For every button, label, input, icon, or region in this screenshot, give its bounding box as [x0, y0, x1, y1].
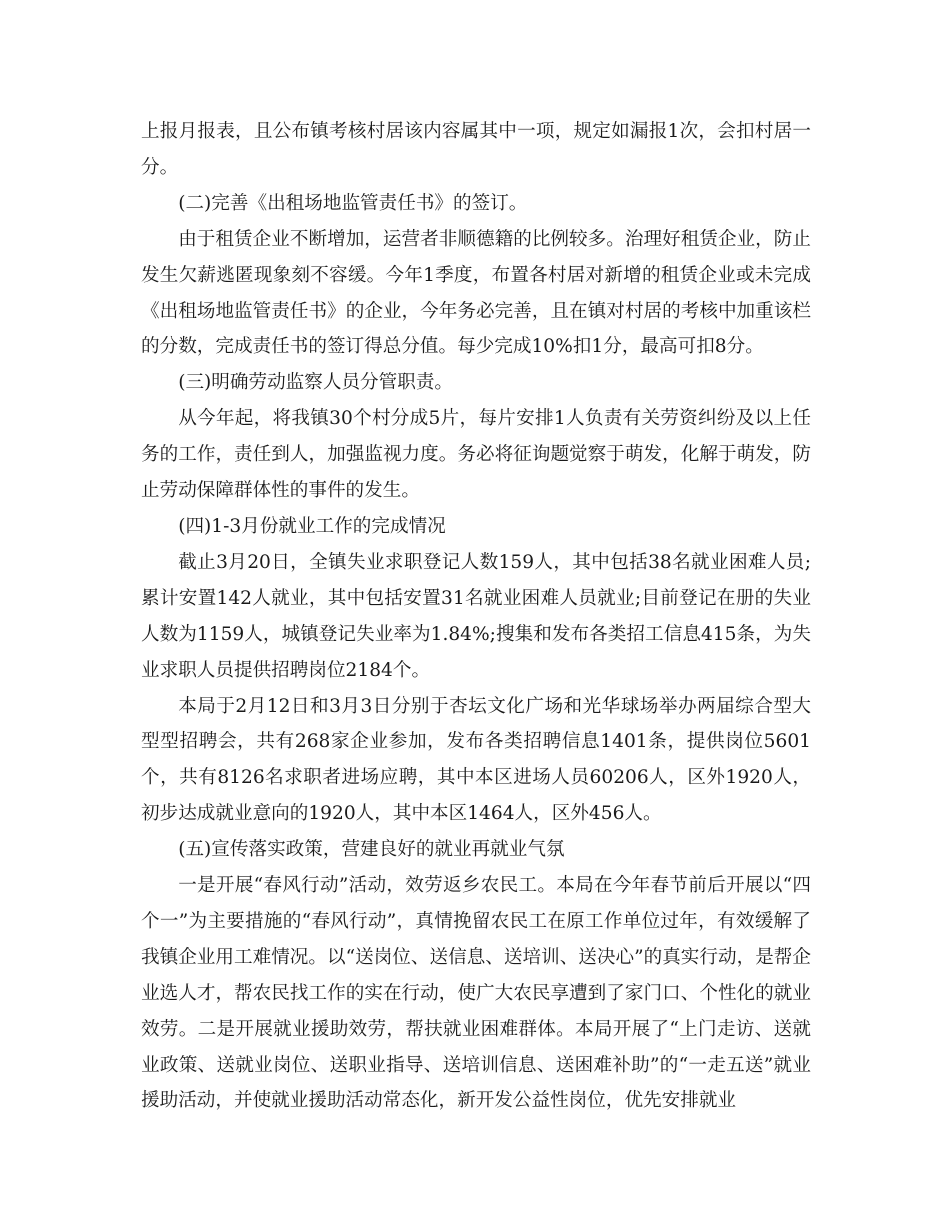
paragraph-continuation: 上报月报表，且公布镇考核村居该内容属其中一项，规定如漏报1次，会扣村居一分。: [141, 121, 811, 178]
paragraph-supervision-duties: 从今年起，将我镇30个村分成5片，每片安排1人负责有关劳资纠纷及以上任务的工作，责任到人，加强监视力度。务必将征询题觉察于萌发，化解于萌发，防止劳动保障群体性的事件的发生。: [141, 408, 811, 502]
section-heading-5: (五)宣传落实政策，营建良好的就业再就业气氛: [178, 839, 565, 861]
paragraph-spring-action: 一是开展“春风行动”活动，效劳返乡农民工。本局在今年春节前后开展以“四个一”为主要措施的“春风行动”，真情挽留农民工在原工作单位过年，有效缓解了我镇企业用工难情况。以“送岗位、送信息、送培训、送决心”的真实行动，是帮企业选人才，帮农民找工作的实在行动，使广大农民享遭到了家门口、个性化的就业效劳。二是开展就业援助效劳，帮扶就业困难群体。本局开展了“上门走访、送就业政策、送就业岗位、送职业指导、送培训信息、送困难补助”的“一走五送”就业援助活动，并使就业援助活动常态化，新开发公益性岗位，优先安排就业: [141, 875, 811, 1112]
section-heading-2: (二)完善《出租场地监管责任书》的签订。: [178, 192, 528, 214]
paragraph-employment-stats: 截止3月20日，全镇失业求职登记人数159人，其中包括38名就业困难人员;累计安置142人就业，其中包括安置31名就业困难人员就业;目前登记在册的失业人数为1159人，城镇登记失业率为1.84%;搜集和发布各类招工信息415条，为失业求职人员提供招聘岗位2184个。: [141, 551, 811, 681]
paragraph-job-fairs: 本局于2月12日和3月3日分别于杏坛文化广场和光华球场举办两届综合型大型型招聘会，共有268家企业参加，发布各类招聘信息1401条，提供岗位5601个，共有8126名求职者进场应聘，其中本区进场人员60206人，区外1920人，初步达成就业意向的1920人，其中本区1464人，区外456人。: [141, 695, 811, 825]
document-body: [141, 114, 811, 1119]
paragraph-lease-enterprises: 由于租赁企业不断增加，运营者非顺德籍的比例较多。治理好租赁企业，防止发生欠薪逃匿现象刻不容缓。今年1季度，布置各村居对新增的租赁企业或未完成《出租场地监管责任书》的企业，今年务必完善，且在镇对村居的考核中加重该栏的分数，完成责任书的签订得总分值。每少完成10%扣1分，最高可扣8分。: [141, 228, 811, 358]
section-heading-4: (四)1-3月份就业工作的完成情况: [178, 515, 446, 537]
section-heading-3: (三)明确劳动监察人员分管职责。: [178, 372, 454, 394]
